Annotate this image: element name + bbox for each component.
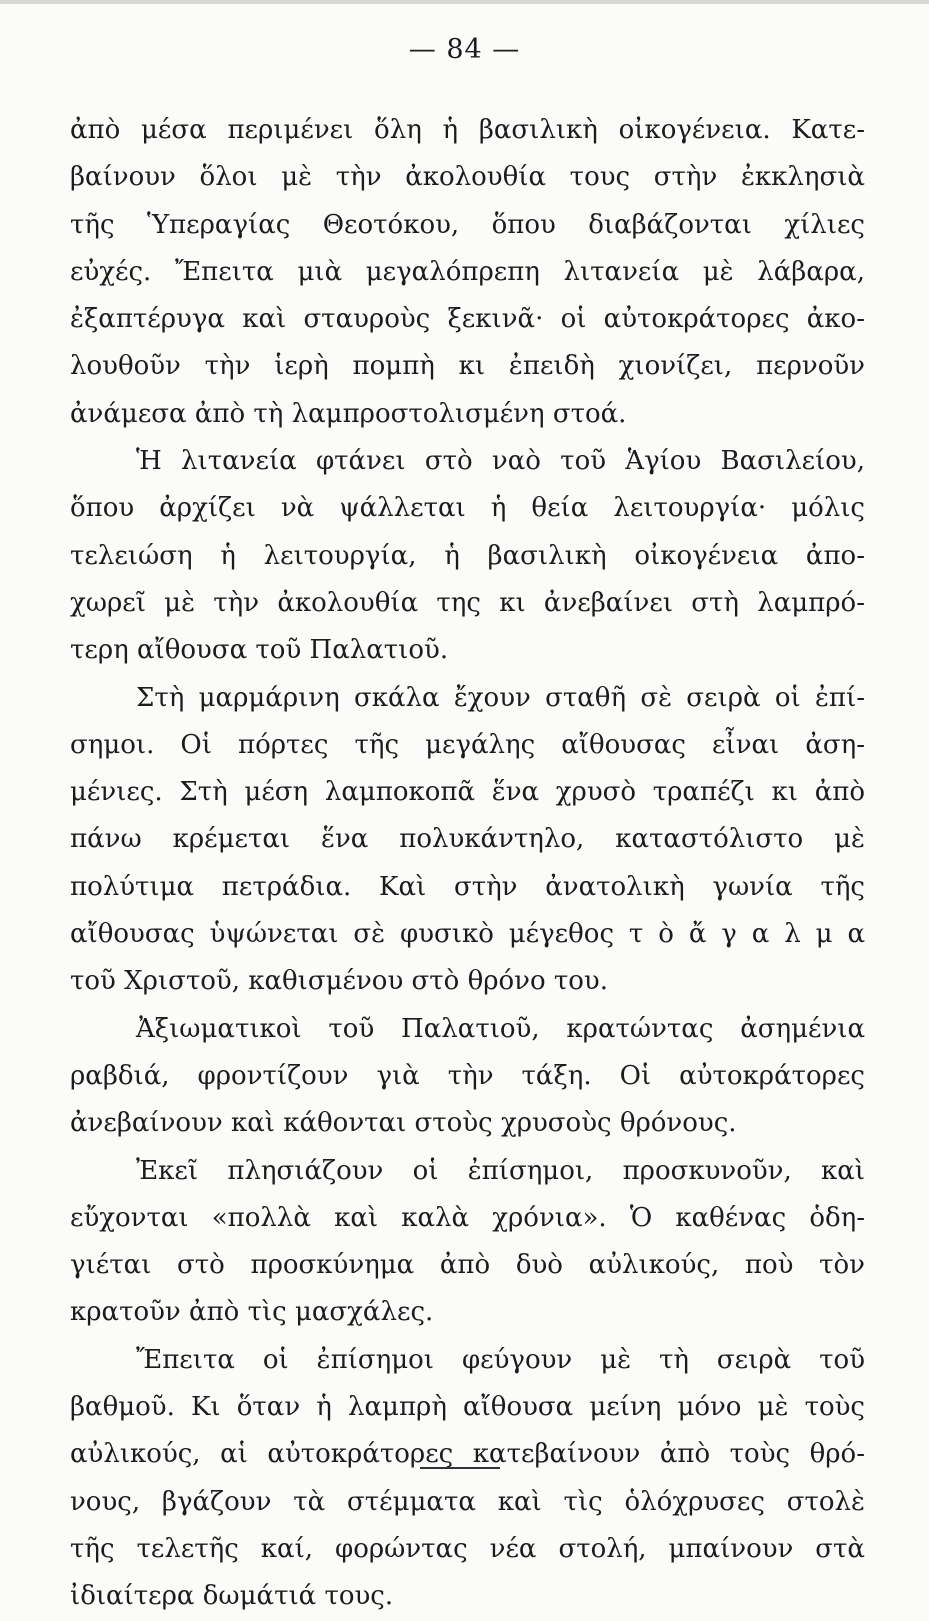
text-line: λουθοῦν τὴν ἱερὴ πομπὴ κι ἐπειδὴ χιονίζει, περνοῦν [70, 351, 865, 382]
body-text [70, 107, 865, 1621]
text-line: ἰδιαίτερα δωμάτιά τους. [70, 1581, 394, 1612]
text-line: Ἔπειτα οἱ ἐπίσημοι φεύγουν μὲ τὴ σειρὰ τοῦ [136, 1344, 865, 1375]
text-line: γιέται στὸ προσκύνημα ἀπὸ δυὸ αὐλικούς, ποὺ τὸν [70, 1250, 865, 1281]
text-line: ἀνεβαίνουν καὶ κάθονται στοὺς χρυσοὺς θρόνους. [70, 1108, 737, 1139]
text-line: εὔχονται «πολλὰ καὶ καλὰ χρόνια». Ὁ καθένας ὁδη- [70, 1202, 865, 1233]
text-line: Ἡ λιτανεία φτάνει στὸ ναὸ τοῦ Ἁγίου Βασιλείου, [136, 446, 865, 477]
page-number: — 84 — [408, 34, 521, 65]
text-line: τοῦ Χριστοῦ, καθισμένου στὸ θρόνο του. [70, 966, 608, 997]
text-line: χωρεῖ μὲ τὴν ἀκολουθία της κι ἀνεβαίνει στὴ λαμπρό- [70, 587, 865, 618]
text-line: τερη αἴθουσα τοῦ Παλατιοῦ. [70, 635, 449, 666]
text-line: αἴθουσας ὑψώνεται σὲ φυσικὸ μέγεθος τ ὸ ἄ γ α λ μ α [70, 919, 865, 950]
text-line: αὐλικούς, αἱ αὐτοκράτορες κατεβαίνουν ἀπὸ τοὺς θρό- [70, 1439, 865, 1470]
end-rule [420, 1467, 500, 1469]
text-line: Ἐκεῖ πλησιάζουν οἱ ἐπίσημοι, προσκυνοῦν, καὶ [136, 1155, 865, 1186]
text-line: ἐξαπτέρυγα καὶ σταυροὺς ξεκινᾶ· οἱ αὐτοκράτορες ἀκο- [70, 304, 865, 335]
page-edge [0, 0, 929, 4]
text-line: Στὴ μαρμάρινη σκάλα ἔχουν σταθῆ σὲ σειρὰ οἱ ἐπί- [136, 682, 865, 713]
text-line: βαθμοῦ. Κι ὅταν ἡ λαμπρὴ αἴθουσα μείνη μόνο μὲ τοὺς [70, 1392, 865, 1423]
text-line: τῆς Ὑπεραγίας Θεοτόκου, ὅπου διαβάζονται χίλιες [70, 209, 865, 240]
text-line: τελειώση ἡ λειτουργία, ἡ βασιλικὴ οἰκογένεια ἀπο- [70, 540, 865, 571]
text-line: σημοι. Οἱ πόρτες τῆς μεγάλης αἴθουσας εἶναι ἀση- [70, 729, 865, 760]
text-line: κρατοῦν ἀπὸ τὶς μασχάλες. [70, 1297, 434, 1328]
text-line: ἀπὸ μέσα περιμένει ὅλη ἡ βασιλικὴ οἰκογένεια. Κατε- [70, 115, 865, 145]
text-line: τῆς τελετῆς καί, φορώντας νέα στολή, μπαίνουν στὰ [70, 1533, 865, 1564]
text-line: βαίνουν ὅλοι μὲ τὴν ἀκολουθία τους στὴν ἐκκλησιὰ [70, 162, 865, 193]
text-line: νους, βγάζουν τὰ στέμματα καὶ τὶς ὁλόχρυσες στολὲ [70, 1486, 865, 1517]
text-line: ἀνάμεσα ἀπὸ τὴ λαμπροστολισμένη στοά. [70, 398, 627, 429]
text-line: πάνω κρέμεται ἕνα πολυκάντηλο, καταστόλιστο μὲ [70, 824, 865, 855]
text-line: πολύτιμα πετράδια. Καὶ στὴν ἀνατολικὴ γωνία τῆς [70, 871, 865, 902]
text-line: Ἀξιωματικοὶ τοῦ Παλατιοῦ, κρατώντας ἀσημένια [136, 1013, 865, 1044]
text-line: εὐχές. Ἔπειτα μιὰ μεγαλόπρεπη λιτανεία μὲ λάβαρα, [70, 256, 865, 287]
text-line: ραβδιά, φροντίζουν γιὰ τὴν τάξη. Οἱ αὐτοκράτορες [70, 1060, 865, 1091]
text-line: μένιες. Στὴ μέση λαμποκοπᾶ ἕνα χρυσὸ τραπέζι κι ἀπὸ [70, 777, 865, 808]
text-line: ὅπου ἀρχίζει νὰ ψάλλεται ἡ θεία λειτουργία· μόλις [70, 493, 865, 524]
